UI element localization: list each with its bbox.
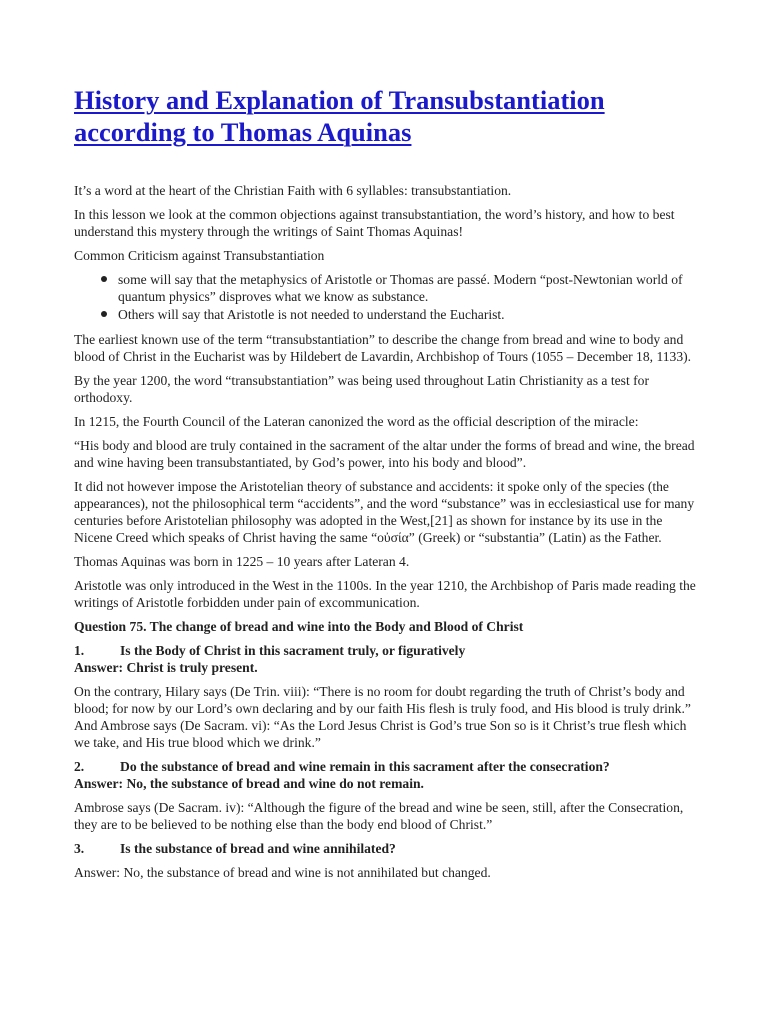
title-line-1[interactable]: History and Explanation of Transubstantiation xyxy=(74,85,605,115)
title-line-2[interactable]: according to Thomas Aquinas xyxy=(74,117,412,147)
document-page xyxy=(74,84,696,888)
question-text: Is the substance of bread and wine annihilated? xyxy=(120,841,396,856)
question-number: 2. xyxy=(74,759,85,774)
aristotle-west-paragraph: Aristotle was only introduced in the West in the 1100s. In the year 1210, the Archbishop of Paris made reading the writings of Aristotle forbidden under pain of excommunication. xyxy=(74,578,696,610)
list-item-text: some will say that the metaphysics of Aristotle or Thomas are passé. Modern “post-Newtonian world of quantum physics” disproves what we know as substance. xyxy=(118,272,683,304)
list-item xyxy=(118,306,696,323)
question-1 xyxy=(74,642,696,676)
bullet-icon xyxy=(101,311,107,317)
question-number: 1. xyxy=(74,643,85,658)
question-2 xyxy=(74,758,696,792)
question-75-heading: Question 75. The change of bread and wine into the Body and Blood of Christ xyxy=(74,619,524,634)
question-answer: Answer: No, the substance of bread and wine do not remain. xyxy=(74,776,424,791)
question-1-explanation: On the contrary, Hilary says (De Trin. viii): “There is no room for doubt regarding the truth of Christ’s body and blood; for now by our Lord’s own declaring and by our faith His flesh is truly food, and His blood is truly drink.” And Ambrose says (De Sacram. vi): “As the Lord Jesus Christ is God’s true Son so is it Christ’s true flesh which we take, and His true blood which we drink.” xyxy=(74,684,691,750)
question-3-answer: Answer: No, the substance of bread and wine is not annihilated but changed. xyxy=(74,865,491,880)
question-text: Is the Body of Christ in this sacrament truly, or figuratively xyxy=(120,643,466,658)
question-number: 3. xyxy=(74,841,85,856)
question-3 xyxy=(74,840,696,857)
criticism-list xyxy=(74,271,696,323)
bullet-icon xyxy=(101,276,107,282)
question-text: Do the substance of bread and wine remain in this sacrament after the consecration? xyxy=(120,759,610,774)
list-item-text: Others will say that Aristotle is not needed to understand the Eucharist. xyxy=(118,307,505,322)
list-item xyxy=(118,271,696,305)
earliest-use-paragraph: The earliest known use of the term “transubstantiation” to describe the change from bread and wine to body and blood of Christ in the Eucharist was by Hildebert de Lavardin, Archbishop of Tours (1055 – December 18, 1133). xyxy=(74,332,692,364)
page-title[interactable] xyxy=(74,84,696,148)
question-2-explanation: Ambrose says (De Sacram. iv): “Although the figure of the bread and wine be seen, still, after the Consecration, they are to be believed to be nothing else than the body end blood of Christ.” xyxy=(74,800,684,832)
aquinas-born-paragraph: Thomas Aquinas was born in 1225 – 10 years after Lateran 4. xyxy=(74,554,410,569)
year-1200-paragraph: By the year 1200, the word “transubstantiation” was being used throughout Latin Christianity as a test for orthodoxy. xyxy=(74,373,649,405)
aristotelian-theory-paragraph: It did not however impose the Aristotelian theory of substance and accidents: it spoke only of the species (the appearances), not the philosophical term “accidents”, and the word “substance” was in ecclesiastical use for many centuries before Aristotelian philosophy was adopted in the West,[21] as shown for instance by its use in the Nicene Creed which speaks of Christ having the same “οὐσία” (Greek) or “substantia” (Latin) as the Father. xyxy=(74,479,695,545)
criticism-heading: Common Criticism against Transubstantiation xyxy=(74,248,325,263)
intro-paragraph-2: In this lesson we look at the common objections against transubstantiation, the word’s history, and how to best understand this mystery through the writings of Saint Thomas Aquinas! xyxy=(74,207,675,239)
question-answer: Answer: Christ is truly present. xyxy=(74,660,258,675)
lateran-quote: “His body and blood are truly contained in the sacrament of the altar under the forms of bread and wine, the bread and wine having been transubstantiated, by God’s power, into his body and blood”. xyxy=(74,438,695,470)
lateran-paragraph: In 1215, the Fourth Council of the Lateran canonized the word as the official description of the miracle: xyxy=(74,414,639,429)
intro-paragraph-1: It’s a word at the heart of the Christian Faith with 6 syllables: transubstantiation. xyxy=(74,183,512,198)
